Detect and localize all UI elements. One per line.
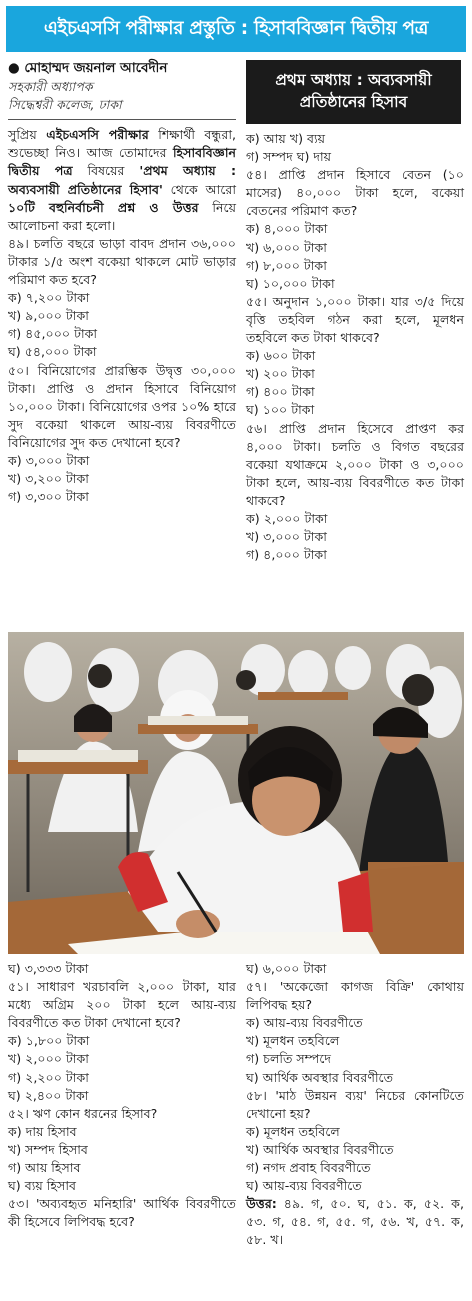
author-name: ● মোহাম্মদ জয়নাল আবেদীন <box>8 61 168 76</box>
question-line: খ) ৯,০০০ টাকা <box>8 308 89 324</box>
answer-key <box>246 1195 464 1249</box>
question-line: ক) দায় হিসাব <box>8 1123 77 1139</box>
question-line: ক) ১,৮০০ টাকা <box>8 1033 90 1049</box>
question-line: ক) আয়-ব্যয় বিবরণীতে <box>246 1015 363 1031</box>
question-line: গ) ৪০০ টাকা <box>246 384 315 400</box>
page-banner <box>6 6 466 52</box>
question-line: ঘ) ৬,০০০ টাকা <box>246 961 327 976</box>
question-line: খ) মূলধন তহবিলে <box>246 1033 340 1049</box>
question-line: ঘ) ৫৪,০০০ টাকা <box>8 344 97 360</box>
question-line: ৫৩। 'অব্যবহৃত মনিহারি' আর্থিক বিবরণীতে কী হিসেবে লিপিবদ্ধ হবে? <box>8 1196 236 1230</box>
question-line: খ) ২০০ টাকা <box>246 366 315 382</box>
question-line: খ) ৩,২০০ টাকা <box>8 471 89 487</box>
chapter-line-1: প্রথম অধ্যায় : অব্যবসায়ী <box>275 71 432 89</box>
left-column-bottom <box>8 960 236 1231</box>
question-line: ৫৬। প্রাপ্তি প্রদান হিসেবে প্রাপ্তণ কর ৪,০০০ টাকা। চলতি ও বিগত বছরের বকেয়া যথাক্রমে ২,০০০ টাকা ও ৩,০০০ টাকা হলে, আয়-ব্যয় বিবরণীতে কত টাকা থাকবে? <box>246 420 464 508</box>
divider <box>8 119 236 120</box>
left-column-top <box>8 60 236 506</box>
question-line: খ) আর্থিক অবস্থার বিবরণীতে <box>246 1141 394 1157</box>
question-line: ক) ৭,২০০ টাকা <box>8 290 90 306</box>
question-line: ৫৭। 'অকেজো কাগজ বিক্রি' কোথায় লিপিবদ্ধ হয়? <box>246 979 464 1013</box>
question-line: খ) ৩,০০০ টাকা <box>246 529 327 545</box>
question-line: ক) ৬০০ টাকা <box>246 348 316 364</box>
question-line: ৫০। বিনিয়োগের প্রারম্ভিক উদ্বৃত্ত ৩০,০০০ টাকা। প্রাপ্তি ও প্রদান হিসাবে বিনিয়োগ ১০,০০০ টাকা। বিনিয়োগের ওপর ১০% হারে সুদ বকেয়া থাকলে আয়-ব্যয় বিবরণীতে বিনিয়োগের সুদ কত দেখানো হবে? <box>8 362 236 450</box>
question-line: ঘ) ৩,৩৩৩ টাকা <box>8 961 89 976</box>
question-line: ঘ) আয়-ব্যয় বিবরণীতে <box>246 1178 362 1194</box>
byline <box>8 60 236 114</box>
question-line: গ) নগদ প্রবাহ বিবরণীতে <box>246 1160 371 1176</box>
banner-title: এইচএসসি পরীক্ষার প্রস্তুতি : হিসাববিজ্ঞান দ্বিতীয় পত্র <box>43 17 429 39</box>
question-list-left-top <box>8 235 236 506</box>
author-designation: সহকারী অধ্যাপক <box>8 79 93 95</box>
question-line: গ) ৮,০০০ টাকা <box>246 257 327 273</box>
question-line: খ) সম্পদ হিসাব <box>8 1141 88 1157</box>
question-line: ৫৫। অনুদান ১,০০০ টাকা। যার ৩/৫ দিয়ে বৃত্তি তহবিল গঠন করা হলে, মূলধন তহবিলে কত টাকা থাকবে? <box>246 293 464 346</box>
answer-key-label: উত্তর: <box>246 1196 277 1212</box>
question-line: ৫২। ঋণ কোন ধরনের হিসাব? <box>8 1105 158 1121</box>
question-line: ক) ২,০০০ টাকা <box>246 510 328 526</box>
question-line: ঘ) ব্যয় হিসাব <box>8 1178 76 1194</box>
right-column-top <box>246 130 464 564</box>
author-institution: সিদ্ধেশ্বরী কলেজ, ঢাকা <box>8 97 122 113</box>
question-line: ক) মূলধন তহবিলে <box>246 1123 340 1139</box>
exam-hall-photo <box>8 632 464 954</box>
question-line: ঘ) ১০,০০০ টাকা <box>246 275 335 291</box>
question-line: গ) সম্পদ ঘ) দায় <box>246 149 332 165</box>
question-line: ঘ) ১০০ টাকা <box>246 402 315 418</box>
chapter-line-2: প্রতিষ্ঠানের হিসাব <box>299 93 408 111</box>
question-line: ক) আয় খ) ব্যয় <box>246 131 326 146</box>
question-line: ৫৮। 'মাঠ উন্নয়ন ব্যয়' নিচের কোনটিতে দেখানো হয়? <box>246 1087 464 1121</box>
question-line: গ) ৪,০০০ টাকা <box>246 547 327 563</box>
question-line: ঘ) ২,৪০০ টাকা <box>8 1087 89 1103</box>
question-line: গ) চলতি সম্পদে <box>246 1051 331 1067</box>
question-line: ৪৯। চলতি বছরে ভাড়া বাবদ প্রদান ৩৬,০০০ টাকার ১/৫ অংশ বকেয়া থাকলে মোট ভাড়ার পরিমাণ কত হবে? <box>8 235 236 288</box>
question-line: ৫১। সাধারণ খরচাবলি ২,০০০ টাকা, যার মধ্যে অগ্রিম ২০০ টাকা হলে আয়-ব্যয় বিবরণীতে কত টাকা দেখানো হবে? <box>8 979 236 1031</box>
photo-illustration <box>8 632 464 954</box>
question-line: খ) ২,০০০ টাকা <box>8 1051 89 1067</box>
question-line: গ) আয় হিসাব <box>8 1160 81 1176</box>
question-line: গ) ২,২০০ টাকা <box>8 1069 89 1085</box>
question-line: গ) ৩,৩০০ টাকা <box>8 489 89 505</box>
question-line: ৫৪। প্রাপ্তি প্রদান হিসাবে বেতন (১০ মাসের) ৪০,০০০ টাকা হলে, বকেয়া বেতনের পরিমাণ কত? <box>246 167 464 219</box>
chapter-heading <box>246 60 461 124</box>
question-line: খ) ৬,০০০ টাকা <box>246 239 327 255</box>
right-column-bottom <box>246 960 464 1250</box>
intro-paragraph: সুপ্রিয় এইচএসসি পরীক্ষার শিক্ষার্থী বন্ধুরা, শুভেচ্ছা নিও। আজ তোমাদের হিসাববিজ্ঞান দ্বিতীয় পত্র বিষয়ের 'প্রথম অধ্যায় : অব্যবসায়ী প্রতিষ্ঠানের হিসাব' থেকে আরো ১০টি বহুনির্বাচনী প্রশ্ন ও উত্তর নিয়ে আলোচনা করা হলো। <box>8 127 236 233</box>
question-line: ঘ) আর্থিক অবস্থার বিবরণীতে <box>246 1069 394 1085</box>
answer-key-text: ৪৯. গ, ৫০. ঘ, ৫১. ক, ৫২. ক, ৫৩. গ, ৫৪. গ, ৫৫. গ, ৫৬. খ, ৫৭. ক, ৫৮. খ। <box>246 1196 464 1248</box>
question-line: ক) ৩,০০০ টাকা <box>8 452 90 468</box>
question-line: গ) ৪৫,০০০ টাকা <box>8 326 98 342</box>
question-line: ক) ৪,০০০ টাকা <box>246 221 328 237</box>
question-list-right-bottom <box>246 960 464 1195</box>
